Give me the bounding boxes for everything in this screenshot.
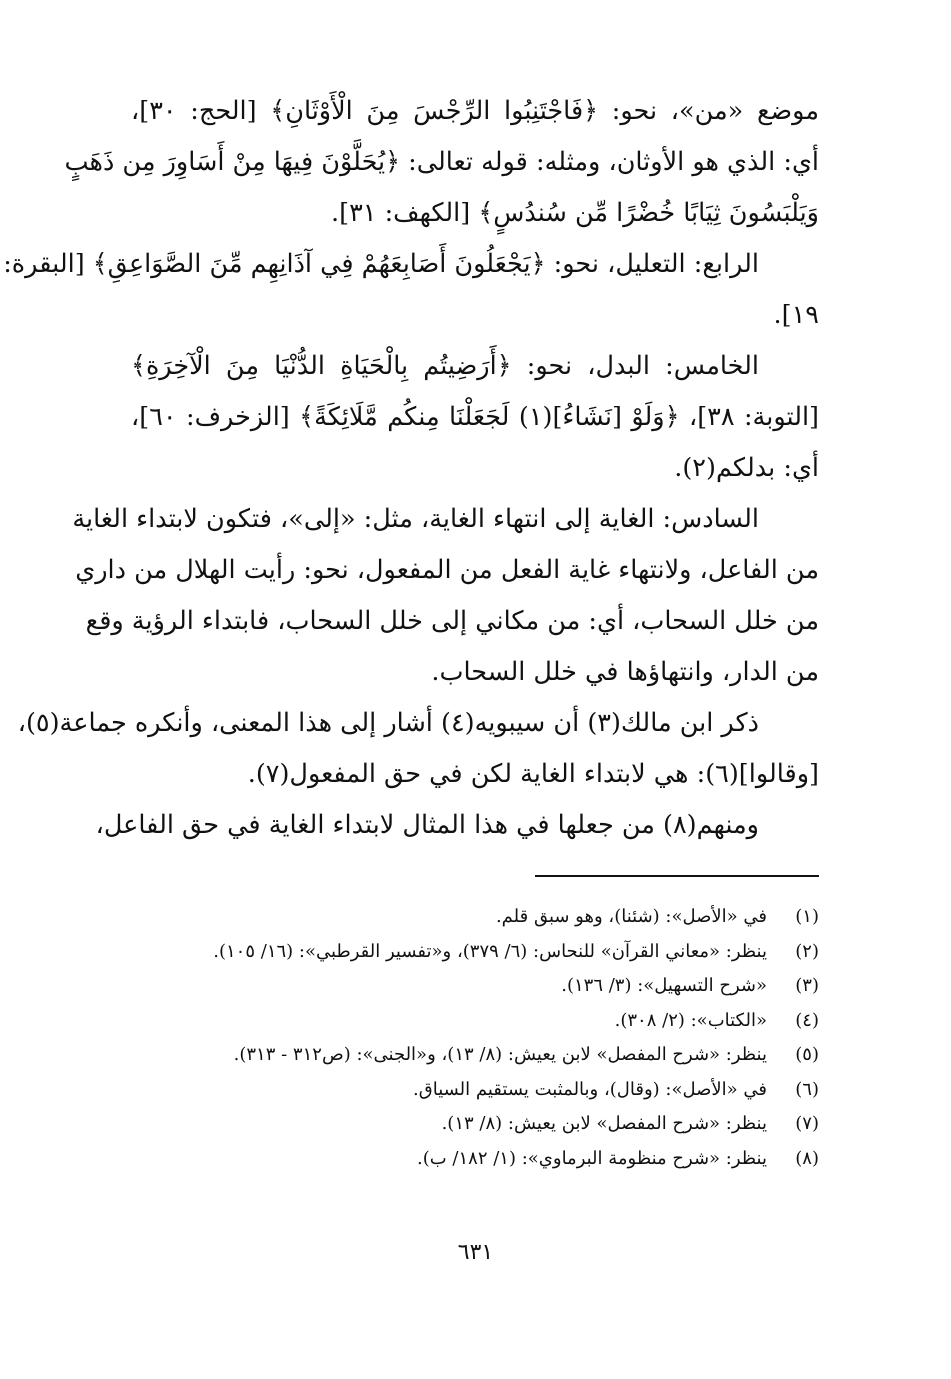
footnote-text: «شرح التسهيل»: (٣/ ١٣٦). (561, 975, 767, 996)
footnote-number: (٢) (795, 940, 819, 962)
footnote (131, 1107, 819, 1142)
text-line: السادس: الغاية إلى انتهاء الغاية، مثل: «إلى»، فتكون لابتداء الغاية (72, 504, 759, 534)
footnotes (131, 900, 819, 1176)
text-line: وَيَلْبَسُونَ ثِيَابًا خُضْرًا مِّن سُندُسٍ﴾ [الكهف: ٣١]. (331, 198, 819, 228)
footnote-text: ينظر: «شرح منظومة البرماوي»: (١/ ١٨٢/ ب). (417, 1147, 767, 1169)
footnote-number: (٥) (795, 1044, 819, 1065)
footnote-text: في «الأصل»: (شئنا)، وهو سبق قلم. (495, 906, 767, 927)
footnote-number: (١) (795, 906, 819, 927)
text-line: أي: الذي هو الأوثان، ومثله: قوله تعالى: ﴿يُحَلَّوْنَ فِيهَا مِنْ أَسَاوِرَ مِن ذَهَبٍ (64, 147, 819, 177)
footnote-divider (535, 875, 819, 877)
main-text (3, 86, 819, 851)
footnote (131, 969, 819, 1004)
footnote-text: في «الأصل»: (وقال)، وبالمثبت يستقيم السياق. (413, 1078, 767, 1100)
footnote-number: (٧) (795, 1113, 819, 1134)
footnote-number: (٤) (795, 1009, 819, 1031)
text-line: من الفاعل، ولانتهاء غاية الفعل من المفعول، نحو: رأيت الهلال من داري (75, 555, 819, 585)
text-line: ومنهم(٨) من جعلها في هذا المثال لابتداء الغاية في حق الفاعل، (95, 810, 759, 840)
text-line: ذكر ابن مالك(٣) أن سيبويه(٤) أشار إلى هذا المعنى، وأنكره جماعة(٥)، (17, 708, 759, 738)
footnote (131, 1142, 819, 1177)
footnote-number: (٦) (795, 1078, 819, 1100)
text-line: ١٩]. (773, 300, 819, 330)
text-line: من خلل السحاب، أي: من مكاني إلى خلل السحاب، فابتداء الرؤية وقع (85, 606, 819, 636)
text-line: أي: بدلكم(٢). (674, 453, 819, 483)
footnote-text: «الكتاب»: (٢/ ٣٠٨). (614, 1009, 767, 1031)
footnote-number: (٣) (795, 975, 819, 996)
footnote-text: ينظر: «معاني القرآن» للنحاس: (٦/ ٣٧٩)، و«تفسير القرطبي»: (١٦/ ١٠٥). (213, 940, 767, 962)
footnote (131, 1073, 819, 1108)
text-line: [وقالوا](٦): هي لابتداء الغاية لكن في حق المفعول(٧). (247, 759, 819, 789)
footnote (131, 1038, 819, 1073)
page-number: ٦٣١ (457, 1240, 494, 1265)
text-line: من الدار، وانتهاؤها في خلل السحاب. (431, 657, 819, 687)
footnote-text: ينظر: «شرح المفصل» لابن يعيش: (٨/ ١٣). (441, 1113, 767, 1134)
footnote (131, 1004, 819, 1039)
text-line: الرابع: التعليل، نحو: ﴿يَجْعَلُونَ أَصَابِعَهُمْ فِي آذَانِهِم مِّنَ الصَّوَاعِقِ﴾ [البقرة: (3, 249, 759, 279)
footnote-number: (٨) (795, 1147, 819, 1169)
footnote (131, 935, 819, 970)
footnote-text: ينظر: «شرح المفصل» لابن يعيش: (٨/ ١٣)، و«الجنى»: (ص٣١٢ - ٣١٣). (233, 1044, 767, 1065)
text-line: [التوبة: ٣٨]، ﴿وَلَوْ [نَشَاءُ](١) لَجَعَلْنَا مِنكُم مَّلَائِكَةً﴾ [الزخرف: ٦٠]، (131, 402, 819, 432)
text-line: الخامس: البدل، نحو: ﴿أَرَضِيتُم بِالْحَيَاةِ الدُّنْيَا مِنَ الْآخِرَةِ﴾ (131, 351, 759, 381)
footnote (131, 900, 819, 935)
text-line: موضع «من»، نحو: ﴿فَاجْتَنِبُوا الرِّجْسَ مِنَ الْأَوْثَانِ﴾ [الحج: ٣٠]، (131, 96, 819, 126)
